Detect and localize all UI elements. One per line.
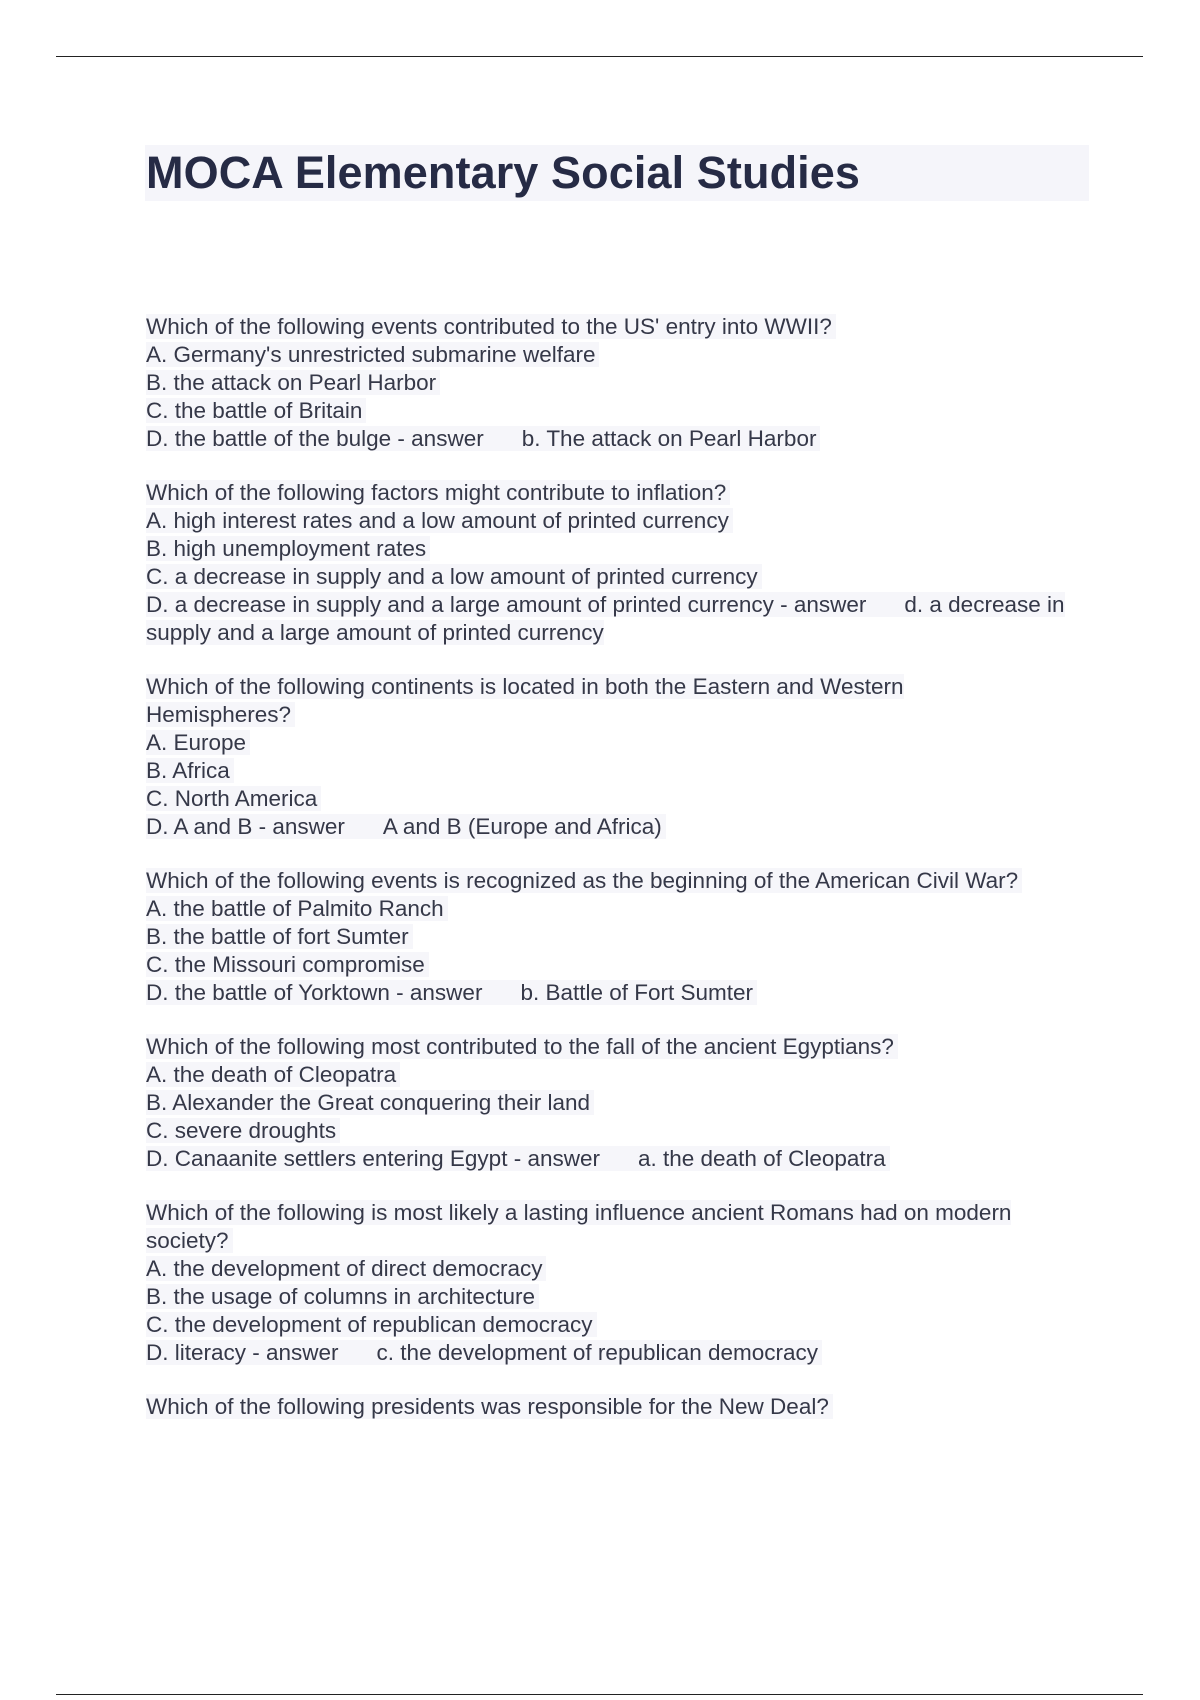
- answer-text: b. The attack on Pearl Harbor: [521, 426, 817, 451]
- answer-text: A and B (Europe and Africa): [382, 814, 662, 839]
- question-text: Which of the following events is recognized as the beginning of the American Civil War?: [146, 867, 1086, 895]
- question-text: Which of the following events contributed to the US' entry into WWII?: [146, 313, 1086, 341]
- question-text: Which of the following continents is located in both the Eastern and Western Hemispheres?: [146, 674, 904, 727]
- question-block: [146, 673, 1086, 841]
- option-c: C. a decrease in supply and a low amount of printed currency: [146, 563, 1086, 591]
- option-d: D. A and B - answer: [146, 814, 345, 839]
- question-list: [146, 313, 1086, 1447]
- question-text: Which of the following presidents was responsible for the New Deal?: [146, 1393, 1086, 1421]
- option-c: C. the development of republican democracy: [146, 1311, 1086, 1339]
- option-a: A. Europe: [146, 729, 1086, 757]
- option-c: C. North America: [146, 785, 1086, 813]
- option-d-with-answer: [146, 813, 1086, 841]
- bottom-rule: [56, 1694, 1143, 1695]
- option-d-with-answer: [146, 1145, 1086, 1173]
- question-block: [146, 1033, 1086, 1173]
- question-text: Which of the following most contributed to the fall of the ancient Egyptians?: [146, 1033, 1086, 1061]
- option-d: D. the battle of Yorktown - answer: [146, 980, 483, 1005]
- option-b: B. Africa: [146, 757, 1086, 785]
- question-block: [146, 867, 1086, 1007]
- option-b: B. high unemployment rates: [146, 535, 1086, 563]
- question-text: Which of the following factors might contribute to inflation?: [146, 479, 1086, 507]
- option-c: C. the battle of Britain: [146, 397, 1086, 425]
- option-a: A. Germany's unrestricted submarine welfare: [146, 341, 1086, 369]
- answer-text: a. the death of Cleopatra: [637, 1146, 886, 1171]
- option-d: D. a decrease in supply and a large amount of printed currency - answer: [146, 592, 867, 617]
- question-block: [146, 1199, 1086, 1367]
- option-d-with-answer: [146, 425, 1086, 453]
- answer-text: c. the development of republican democracy: [376, 1340, 819, 1365]
- answer-text: b. Battle of Fort Sumter: [520, 980, 754, 1005]
- option-a: A. high interest rates and a low amount of printed currency: [146, 507, 1086, 535]
- option-c: C. severe droughts: [146, 1117, 1086, 1145]
- option-a: A. the development of direct democracy: [146, 1255, 1086, 1283]
- option-a: A. the battle of Palmito Ranch: [146, 895, 1086, 923]
- document-title: MOCA Elementary Social Studies: [146, 147, 861, 198]
- option-d: D. literacy - answer: [146, 1340, 339, 1365]
- answer-text: d. a decrease in supply and a large amount of printed currency: [146, 592, 1065, 645]
- option-b: B. Alexander the Great conquering their land: [146, 1089, 1086, 1117]
- option-d-with-answer: [146, 979, 1086, 1007]
- option-c: C. the Missouri compromise: [146, 951, 1086, 979]
- option-b: B. the usage of columns in architecture: [146, 1283, 1086, 1311]
- option-a: A. the death of Cleopatra: [146, 1061, 1086, 1089]
- option-b: B. the battle of fort Sumter: [146, 923, 1086, 951]
- top-rule: [56, 56, 1143, 57]
- option-d-with-answer: [146, 1339, 1086, 1367]
- option-d: D. the battle of the bulge - answer: [146, 426, 484, 451]
- question-block: [146, 1393, 1086, 1421]
- option-d: D. Canaanite settlers entering Egypt - answer: [146, 1146, 600, 1171]
- option-d-with-answer: [146, 591, 1086, 647]
- question-block: [146, 313, 1086, 453]
- question-block: [146, 479, 1086, 647]
- option-b: B. the attack on Pearl Harbor: [146, 369, 1086, 397]
- question-text: Which of the following is most likely a lasting influence ancient Romans had on modern society?: [146, 1200, 1012, 1253]
